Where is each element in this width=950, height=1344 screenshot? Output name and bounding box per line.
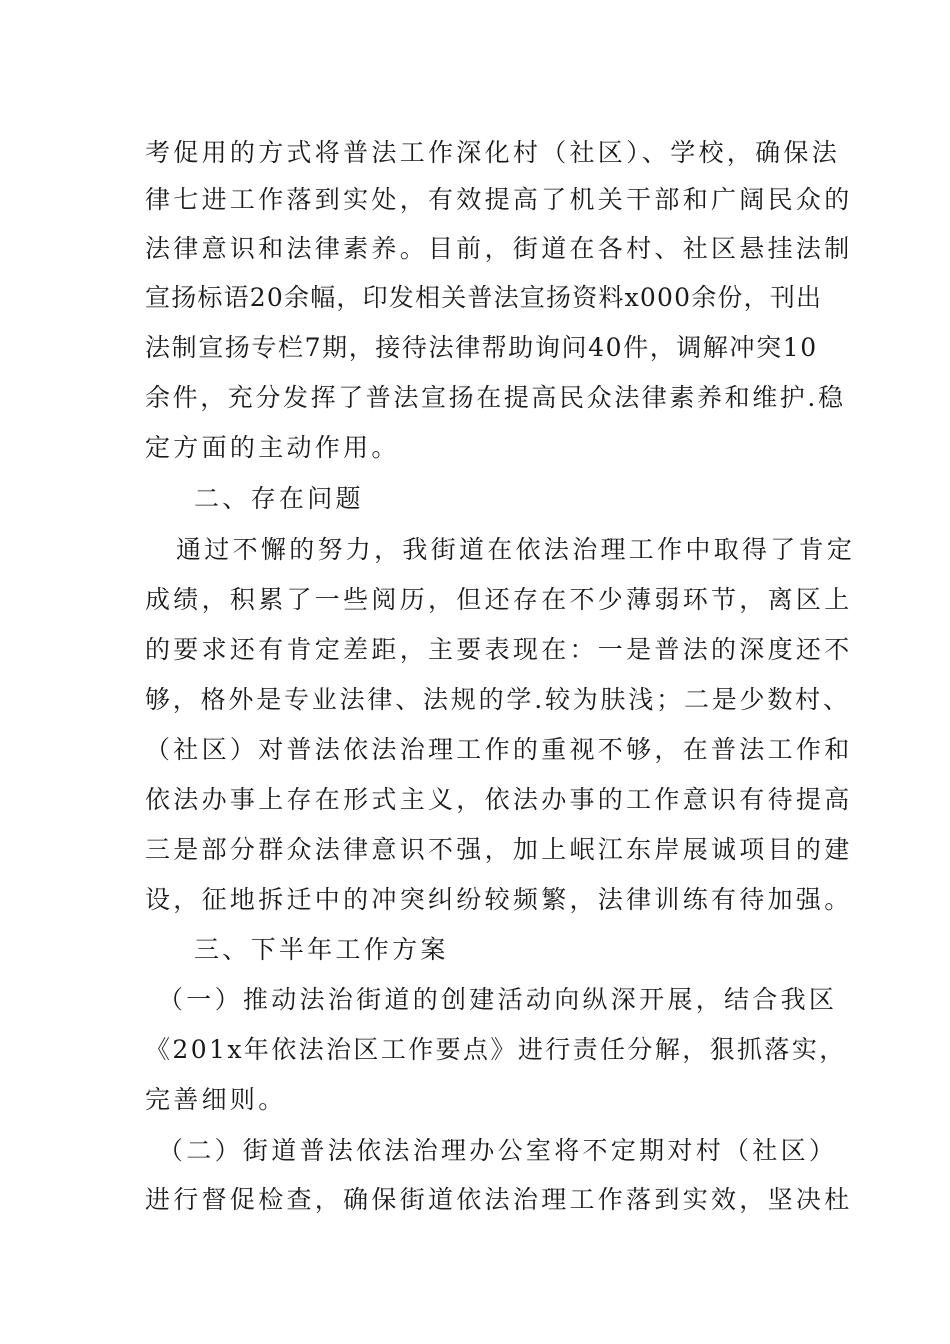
body-text-line: 余件，充分发挥了普法宣扬在提高民众法律素养和维护.稳	[145, 383, 846, 412]
body-text-line: 设，征地拆迁中的冲突纠纷较频繁，法律训练有待加强。	[145, 885, 853, 914]
body-text-line: 依法办事上存在形式主义，依法办事的工作意识有待提高	[145, 785, 853, 814]
body-text-line: 进行督促检查，确保街道依法治理工作落到实效，坚决杜	[145, 1185, 853, 1214]
body-text-line: 通过不懈的努力，我街道在依法治理工作中取得了肯定	[176, 535, 856, 564]
body-text-line: 定方面的主动作用。	[145, 433, 400, 462]
body-text-line: 的要求还有肯定差距，主要表现在：一是普法的深度还不	[145, 635, 853, 664]
body-text-line: 法律意识和法律素养。目前，街道在各村、社区悬挂法制	[145, 234, 853, 263]
body-text-line: （一）推动法治街道的创建活动向纵深开展，结合我区	[158, 985, 838, 1014]
section-heading: 二、存在问题	[194, 484, 364, 513]
body-text-line: 三是部分群众法律意识不强，加上岷江东岸展诚项目的建	[145, 835, 853, 864]
body-text-line: 律七进工作落到实处，有效提高了机关干部和广阔民众的	[145, 185, 853, 214]
body-text-line: （社区）对普法依法治理工作的重视不够，在普法工作和	[145, 735, 853, 764]
body-text-line: 《201x年依法治区工作要点》进行责任分解，狠抓落实，	[145, 1035, 847, 1064]
body-text-line: 法制宣扬专栏7期，接待法律帮助询问40件，调解冲突10	[145, 333, 818, 362]
body-text-line: 宣扬标语20余幅，印发相关普法宣扬资料x000余份，刊出	[145, 283, 823, 312]
section-heading: 三、下半年工作方案	[194, 935, 449, 964]
body-text-line: 完善细则。	[145, 1085, 287, 1114]
body-text-line: （二）街道普法依法治理办公室将不定期对村（社区）	[158, 1136, 838, 1165]
body-text-line: 够，格外是专业法律、法规的学.较为肤浅；二是少数村、	[145, 685, 851, 714]
body-text-line: 成绩，积累了一些阅历，但还存在不少薄弱环节，离区上	[145, 585, 853, 614]
body-text-line: 考促用的方式将普法工作深化村（社区）、学校，确保法	[145, 138, 841, 167]
